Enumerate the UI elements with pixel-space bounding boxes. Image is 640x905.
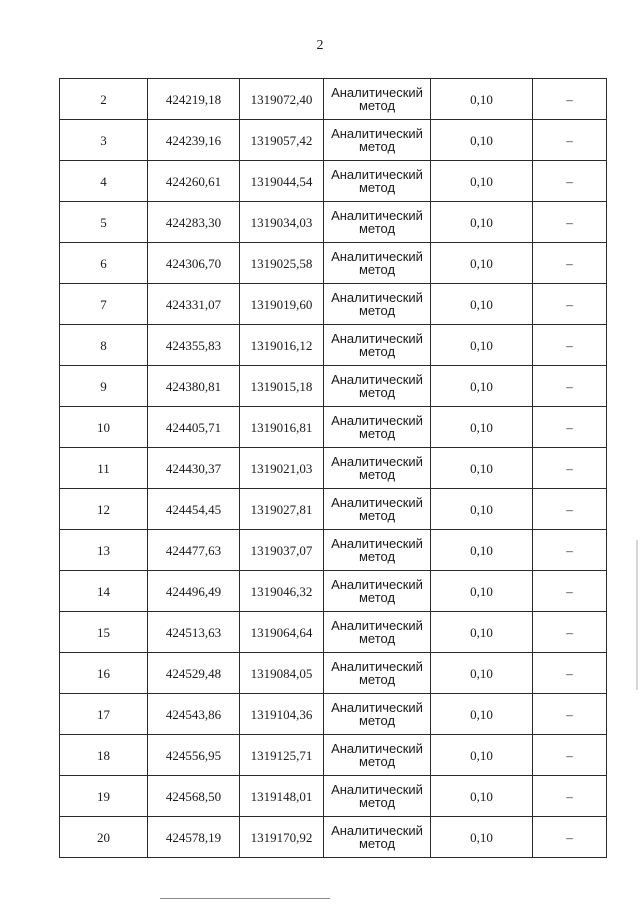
point-number-cell: 20 — [60, 817, 148, 858]
precision-cell: 0,10 — [431, 612, 533, 653]
x-coordinate-cell: 424477,63 — [148, 530, 240, 571]
x-coordinate-cell: 424513,63 — [148, 612, 240, 653]
method-cell — [324, 653, 431, 694]
method-cell — [324, 161, 431, 202]
point-number-cell: 3 — [60, 120, 148, 161]
note-cell: – — [533, 79, 607, 120]
x-coordinate-cell: 424219,18 — [148, 79, 240, 120]
note-cell: – — [533, 694, 607, 735]
y-coordinate-cell: 1319125,71 — [240, 735, 324, 776]
x-coordinate-cell: 424239,16 — [148, 120, 240, 161]
method-cell — [324, 325, 431, 366]
x-coordinate-cell: 424405,71 — [148, 407, 240, 448]
method-cell — [324, 202, 431, 243]
method-label: Аналитический метод — [331, 249, 423, 277]
y-coordinate-cell: 1319148,01 — [240, 776, 324, 817]
note-cell: – — [533, 161, 607, 202]
table-row — [60, 79, 607, 120]
method-label: Аналитический метод — [331, 208, 423, 236]
precision-cell: 0,10 — [431, 776, 533, 817]
method-cell — [324, 694, 431, 735]
method-label: Аналитический метод — [331, 495, 423, 523]
y-coordinate-cell: 1319104,36 — [240, 694, 324, 735]
method-label: Аналитический метод — [331, 413, 423, 441]
table-row — [60, 202, 607, 243]
x-coordinate-cell: 424578,19 — [148, 817, 240, 858]
method-cell — [324, 284, 431, 325]
note-cell: – — [533, 325, 607, 366]
y-coordinate-cell: 1319034,03 — [240, 202, 324, 243]
precision-cell: 0,10 — [431, 79, 533, 120]
table-body — [60, 79, 607, 858]
note-cell: – — [533, 612, 607, 653]
method-label: Аналитический метод — [331, 618, 423, 646]
method-cell — [324, 571, 431, 612]
x-coordinate-cell: 424556,95 — [148, 735, 240, 776]
point-number-cell: 4 — [60, 161, 148, 202]
x-coordinate-cell: 424529,48 — [148, 653, 240, 694]
x-coordinate-cell: 424306,70 — [148, 243, 240, 284]
coordinates-table — [59, 78, 607, 858]
precision-cell: 0,10 — [431, 489, 533, 530]
precision-cell: 0,10 — [431, 571, 533, 612]
table-row — [60, 653, 607, 694]
note-cell: – — [533, 243, 607, 284]
y-coordinate-cell: 1319037,07 — [240, 530, 324, 571]
precision-cell: 0,10 — [431, 120, 533, 161]
precision-cell: 0,10 — [431, 202, 533, 243]
note-cell: – — [533, 448, 607, 489]
note-cell: – — [533, 489, 607, 530]
table-row — [60, 489, 607, 530]
y-coordinate-cell: 1319170,92 — [240, 817, 324, 858]
point-number-cell: 8 — [60, 325, 148, 366]
method-cell — [324, 735, 431, 776]
table-row — [60, 694, 607, 735]
precision-cell: 0,10 — [431, 161, 533, 202]
note-cell: – — [533, 776, 607, 817]
method-cell — [324, 448, 431, 489]
point-number-cell: 17 — [60, 694, 148, 735]
y-coordinate-cell: 1319044,54 — [240, 161, 324, 202]
table-row — [60, 571, 607, 612]
method-label: Аналитический метод — [331, 782, 423, 810]
method-cell — [324, 489, 431, 530]
note-cell: – — [533, 202, 607, 243]
precision-cell: 0,10 — [431, 243, 533, 284]
method-label: Аналитический метод — [331, 167, 423, 195]
table-row — [60, 817, 607, 858]
scan-edge-shadow — [636, 540, 638, 690]
method-cell — [324, 120, 431, 161]
method-label: Аналитический метод — [331, 577, 423, 605]
method-cell — [324, 776, 431, 817]
x-coordinate-cell: 424355,83 — [148, 325, 240, 366]
point-number-cell: 11 — [60, 448, 148, 489]
precision-cell: 0,10 — [431, 448, 533, 489]
precision-cell: 0,10 — [431, 735, 533, 776]
method-label: Аналитический метод — [331, 700, 423, 728]
scan-artifact-line — [160, 898, 330, 899]
method-cell — [324, 366, 431, 407]
method-label: Аналитический метод — [331, 823, 423, 851]
y-coordinate-cell: 1319019,60 — [240, 284, 324, 325]
table-row — [60, 243, 607, 284]
table-row — [60, 284, 607, 325]
y-coordinate-cell: 1319021,03 — [240, 448, 324, 489]
method-label: Аналитический метод — [331, 372, 423, 400]
y-coordinate-cell: 1319015,18 — [240, 366, 324, 407]
point-number-cell: 10 — [60, 407, 148, 448]
point-number-cell: 18 — [60, 735, 148, 776]
note-cell: – — [533, 366, 607, 407]
method-label: Аналитический метод — [331, 454, 423, 482]
x-coordinate-cell: 424430,37 — [148, 448, 240, 489]
table-row — [60, 530, 607, 571]
note-cell: – — [533, 120, 607, 161]
point-number-cell: 14 — [60, 571, 148, 612]
page-number: 2 — [316, 38, 324, 53]
x-coordinate-cell: 424380,81 — [148, 366, 240, 407]
point-number-cell: 7 — [60, 284, 148, 325]
method-cell — [324, 530, 431, 571]
note-cell: – — [533, 571, 607, 612]
precision-cell: 0,10 — [431, 284, 533, 325]
precision-cell: 0,10 — [431, 817, 533, 858]
y-coordinate-cell: 1319064,64 — [240, 612, 324, 653]
table-row — [60, 448, 607, 489]
x-coordinate-cell: 424331,07 — [148, 284, 240, 325]
note-cell: – — [533, 735, 607, 776]
x-coordinate-cell: 424543,86 — [148, 694, 240, 735]
method-label: Аналитический метод — [331, 536, 423, 564]
precision-cell: 0,10 — [431, 653, 533, 694]
method-cell — [324, 407, 431, 448]
table-row — [60, 776, 607, 817]
precision-cell: 0,10 — [431, 325, 533, 366]
precision-cell: 0,10 — [431, 530, 533, 571]
point-number-cell: 13 — [60, 530, 148, 571]
note-cell: – — [533, 817, 607, 858]
y-coordinate-cell: 1319057,42 — [240, 120, 324, 161]
method-label: Аналитический метод — [331, 85, 423, 113]
x-coordinate-cell: 424568,50 — [148, 776, 240, 817]
method-cell — [324, 243, 431, 284]
point-number-cell: 15 — [60, 612, 148, 653]
method-cell — [324, 612, 431, 653]
table-row — [60, 612, 607, 653]
y-coordinate-cell: 1319016,81 — [240, 407, 324, 448]
precision-cell: 0,10 — [431, 407, 533, 448]
note-cell: – — [533, 653, 607, 694]
point-number-cell: 16 — [60, 653, 148, 694]
x-coordinate-cell: 424283,30 — [148, 202, 240, 243]
precision-cell: 0,10 — [431, 694, 533, 735]
y-coordinate-cell: 1319046,32 — [240, 571, 324, 612]
x-coordinate-cell: 424260,61 — [148, 161, 240, 202]
point-number-cell: 9 — [60, 366, 148, 407]
method-label: Аналитический метод — [331, 290, 423, 318]
method-label: Аналитический метод — [331, 659, 423, 687]
y-coordinate-cell: 1319027,81 — [240, 489, 324, 530]
point-number-cell: 6 — [60, 243, 148, 284]
note-cell: – — [533, 530, 607, 571]
method-label: Аналитический метод — [331, 126, 423, 154]
point-number-cell: 2 — [60, 79, 148, 120]
table-row — [60, 735, 607, 776]
method-cell — [324, 79, 431, 120]
method-cell — [324, 817, 431, 858]
note-cell: – — [533, 407, 607, 448]
y-coordinate-cell: 1319084,05 — [240, 653, 324, 694]
method-label: Аналитический метод — [331, 741, 423, 769]
table-row — [60, 120, 607, 161]
table-row — [60, 407, 607, 448]
point-number-cell: 19 — [60, 776, 148, 817]
table-row — [60, 161, 607, 202]
table-row — [60, 325, 607, 366]
note-cell: – — [533, 284, 607, 325]
y-coordinate-cell: 1319016,12 — [240, 325, 324, 366]
x-coordinate-cell: 424496,49 — [148, 571, 240, 612]
table-row — [60, 366, 607, 407]
precision-cell: 0,10 — [431, 366, 533, 407]
y-coordinate-cell: 1319025,58 — [240, 243, 324, 284]
method-label: Аналитический метод — [331, 331, 423, 359]
x-coordinate-cell: 424454,45 — [148, 489, 240, 530]
point-number-cell: 5 — [60, 202, 148, 243]
point-number-cell: 12 — [60, 489, 148, 530]
y-coordinate-cell: 1319072,40 — [240, 79, 324, 120]
